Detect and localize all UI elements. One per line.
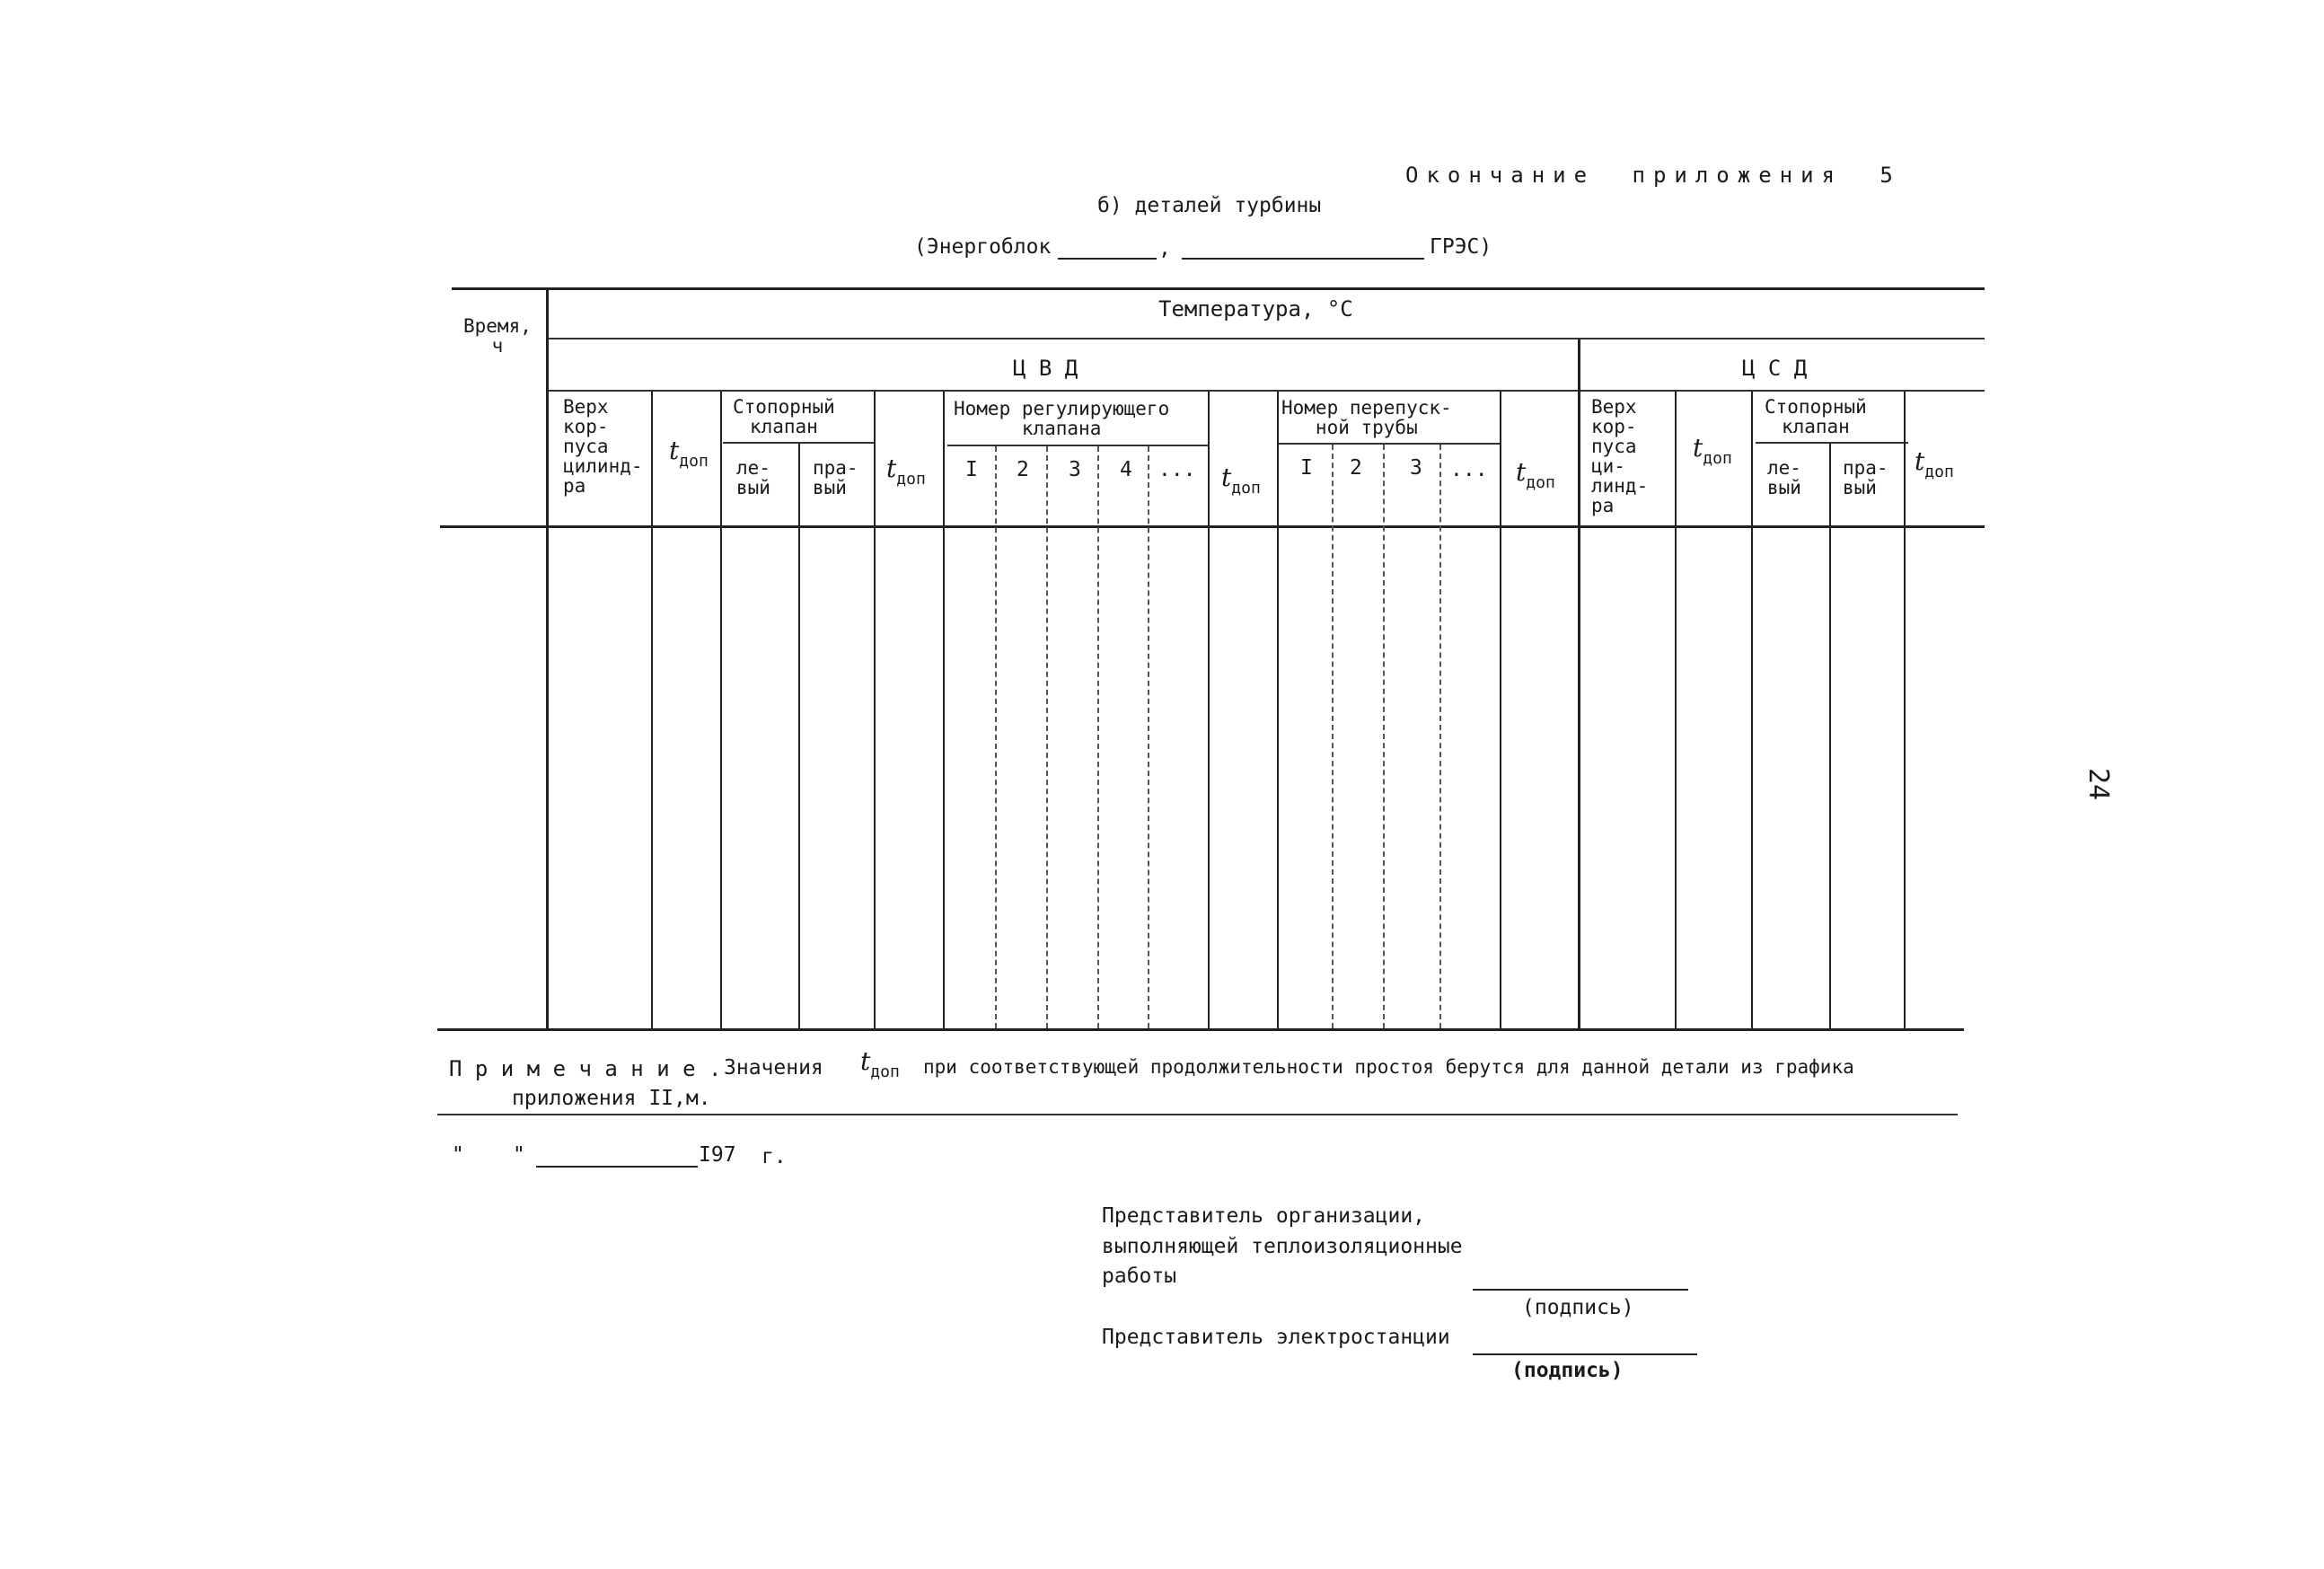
note-bottom-rule (437, 1114, 1958, 1115)
col-divider-tdop-2 (874, 392, 876, 1029)
header-pipe-3: 3 (1410, 456, 1422, 480)
note-tdop (860, 1046, 900, 1081)
rule-bypass-pipe (1278, 443, 1501, 445)
header-pipe-dots: ... (1450, 458, 1488, 481)
col-divider-csd-right (1829, 444, 1831, 1029)
col-dashed-valve-4 (1148, 446, 1149, 1028)
header-csd-tdop-2 (1915, 446, 1954, 481)
t-symbol: t (1516, 457, 1527, 487)
header-valve-2: 2 (1017, 458, 1029, 481)
header-pipe-2: 2 (1350, 456, 1362, 480)
col-divider-csd-tdop (1675, 392, 1677, 1029)
note-text-line2: приложения II,м. (512, 1087, 711, 1110)
header-valve-4: 4 (1120, 458, 1132, 481)
dop-subscript: доп (870, 1062, 900, 1081)
t-symbol: t (886, 454, 897, 483)
date-quote-close: " (513, 1143, 525, 1167)
header-cvd-right: пра- вый (813, 457, 858, 499)
header-cvd-tdop-3 (1221, 463, 1261, 498)
header-valve-dots: ... (1158, 458, 1196, 481)
rep-station: Представитель электростанции (1102, 1326, 1450, 1349)
signature-line-1 (1473, 1289, 1688, 1291)
col-divider-time (546, 289, 549, 1030)
header-cvd-tdop-2 (886, 454, 926, 489)
col-dashed-pipe-1 (1332, 445, 1334, 1028)
col-divider-reg-start (943, 392, 945, 1029)
header-valve-3: 3 (1069, 458, 1081, 481)
note-text-after: при соответствующей продолжительности простоя берутся для данной детали из графика (923, 1056, 1854, 1078)
energoblock-prefix: (Энергоблок (914, 235, 1052, 259)
date-suffix: г. (761, 1145, 787, 1168)
header-reg-valve: Номер регулирующего клапана (954, 398, 1170, 440)
dop-subscript: доп (679, 452, 709, 471)
energoblock-comma: , (1158, 237, 1171, 260)
note-label: П р и м е ч а н и е . (449, 1056, 722, 1081)
t-symbol: t (1915, 446, 1925, 476)
header-cvd-left: ле- вый (736, 457, 770, 499)
date-quote-open: " (452, 1143, 464, 1167)
energoblock-number-line (1058, 258, 1157, 260)
col-divider-cvd-csd (1578, 339, 1580, 1030)
col-divider-reg-end (1208, 392, 1210, 1029)
table-top-border (452, 287, 1985, 290)
gres-suffix: ГРЭС) (1430, 235, 1492, 259)
col-dashed-valve-2 (1046, 446, 1048, 1028)
col-dashed-pipe-3 (1439, 445, 1441, 1028)
header-csd-left: ле- вый (1767, 457, 1801, 499)
table-rule-cylinders (548, 390, 1985, 392)
t-symbol: t (860, 1046, 871, 1076)
header-time: Время, ч (463, 315, 532, 357)
header-csd: Ц С Д (1742, 356, 1808, 381)
rep-org-line3: работы (1102, 1265, 1177, 1288)
dop-subscript: доп (896, 470, 926, 489)
table-header-bottom (440, 525, 1985, 528)
note-text-before: Значения (724, 1056, 823, 1080)
header-csd-stop-valve: Стопорный клапан (1765, 396, 1867, 438)
rep-org-line2: выполняющей теплоизоляционные (1102, 1235, 1463, 1258)
header-bypass-pipe: Номер перепуск- ной трубы (1281, 397, 1452, 439)
t-symbol: t (669, 436, 680, 465)
document-subtitle: б) деталей турбины (1097, 194, 1322, 217)
rule-reg-valve (947, 445, 1210, 446)
date-year: I97 (699, 1143, 736, 1167)
col-divider-bypass-end (1500, 392, 1501, 1029)
header-pipe-1: I (1300, 456, 1313, 480)
col-divider-bypass-start (1277, 392, 1279, 1029)
header-temperature: Температура, °C (1158, 296, 1353, 322)
header-cvd-tdop-1 (669, 436, 709, 471)
dop-subscript: доп (1526, 473, 1555, 492)
gres-name-line (1182, 258, 1424, 260)
header-cvd-tdop-4 (1516, 457, 1555, 492)
rule-csd-stop-valve (1756, 442, 1908, 444)
t-symbol: t (1221, 463, 1232, 492)
col-dashed-valve-3 (1097, 446, 1099, 1028)
header-cvd-top-casing: Верх кор- пуса цилинд- ра (563, 396, 643, 498)
col-divider-csd-left (1751, 392, 1753, 1029)
col-divider-right-1 (798, 444, 800, 1029)
col-divider-left-1 (720, 392, 722, 1029)
col-divider-tdop-1 (651, 392, 653, 1029)
t-symbol: t (1693, 433, 1703, 463)
header-csd-tdop-1 (1693, 433, 1732, 468)
rep-org-line1: Представитель организации, (1102, 1204, 1426, 1228)
header-csd-right: пра- вый (1843, 457, 1888, 499)
header-csd-top-casing: Верх кор- пуса ци- линд- ра (1591, 396, 1649, 517)
dop-subscript: доп (1924, 463, 1954, 481)
dop-subscript: доп (1231, 479, 1261, 498)
signature-label-2: (подпись) (1511, 1359, 1624, 1382)
signature-label-1: (подпись) (1522, 1296, 1634, 1319)
table-bottom-border (437, 1028, 1964, 1031)
header-cvd-stop-valve: Стопорный клапан (733, 396, 835, 438)
header-cvd: Ц В Д (1013, 356, 1078, 381)
date-line (536, 1166, 698, 1168)
col-divider-csd-end (1904, 392, 1906, 1029)
col-dashed-pipe-2 (1383, 445, 1385, 1028)
col-dashed-valve-1 (995, 446, 997, 1028)
header-valve-1: I (965, 458, 978, 481)
table-rule-temperature (548, 338, 1985, 339)
dop-subscript: доп (1703, 449, 1732, 468)
page-number: 24 (2082, 767, 2115, 801)
appendix-label: Окончание приложения 5 (1405, 163, 1901, 188)
signature-line-2 (1473, 1353, 1697, 1355)
